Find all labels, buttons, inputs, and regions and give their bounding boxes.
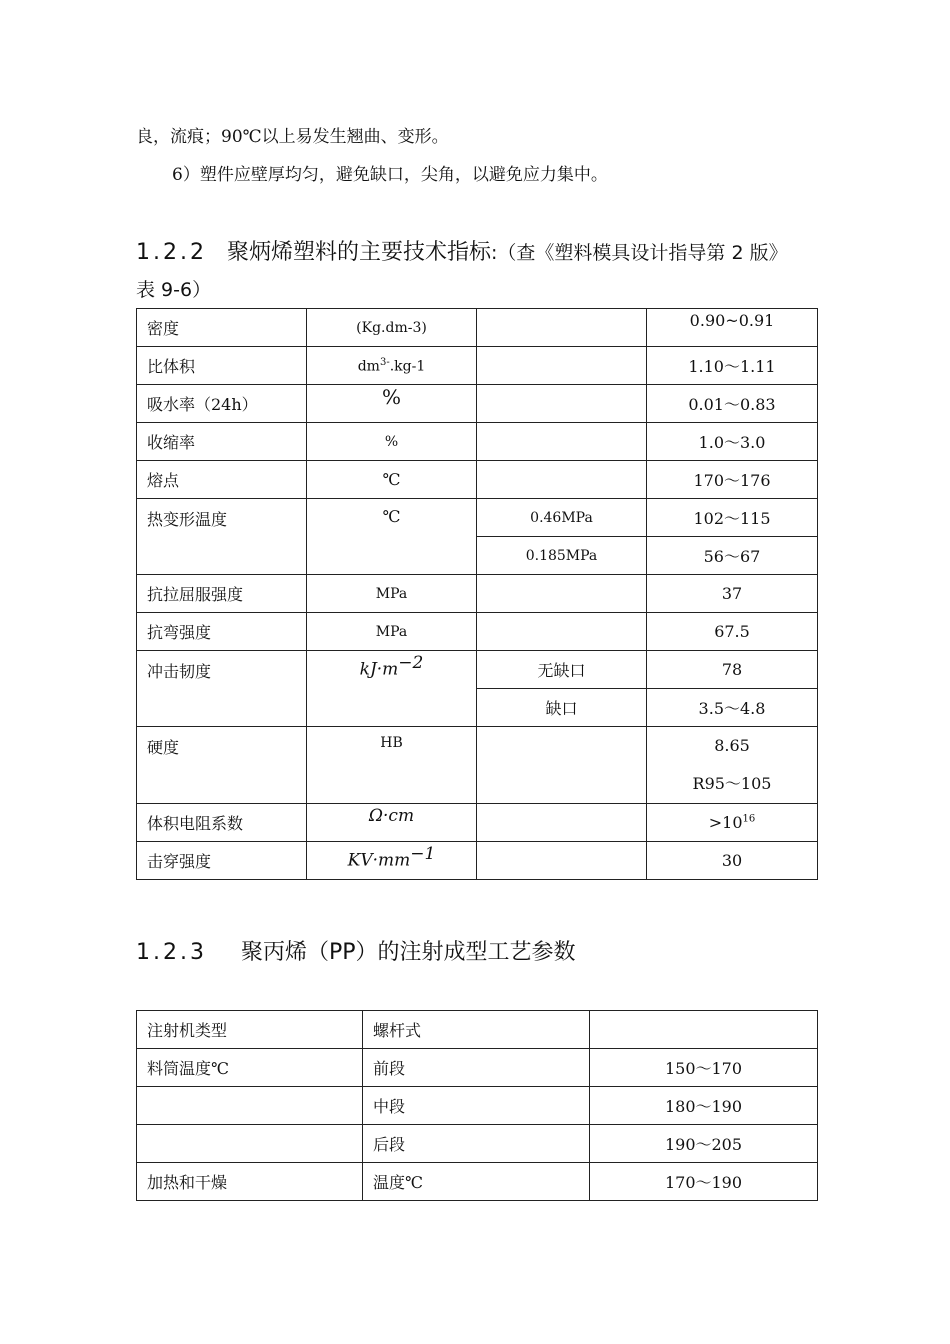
unit-cell: % <box>307 385 477 423</box>
sub-param-cell: 后段 <box>363 1125 590 1163</box>
table-row <box>137 1087 818 1125</box>
property-cell: 抗拉屈服强度 <box>137 575 307 613</box>
table-row <box>137 385 818 423</box>
sub-param-cell: 前段 <box>363 1049 590 1087</box>
condition-cell: 无缺口 <box>477 651 647 689</box>
unit-cell: MPa <box>307 575 477 613</box>
condition-cell: 0.185MPa <box>477 537 647 575</box>
value-cell: 37 <box>647 575 818 613</box>
table-row <box>137 309 818 347</box>
section-heading-1-2-3 <box>136 938 576 968</box>
unit-cell: % <box>307 423 477 461</box>
param-cell <box>137 1087 363 1125</box>
value-cell: 56～67 <box>647 537 818 575</box>
table-row <box>137 1049 818 1087</box>
property-cell: 抗弯强度 <box>137 613 307 651</box>
property-cell: 密度 <box>137 309 307 347</box>
value-cell: 170～176 <box>647 461 818 499</box>
section-reference: :（查《塑料模具设计指导第 2 版》 <box>491 242 788 264</box>
condition-cell <box>477 423 647 461</box>
section-title: 聚炳烯塑料的主要技术指标 <box>226 240 491 265</box>
value-cell: 78 <box>647 651 818 689</box>
table-row <box>137 613 818 651</box>
table-row <box>137 804 818 842</box>
unit-cell: $kJ\cdot m^{-2}$ <box>307 651 477 727</box>
value-cell: 0.90~0.91 <box>647 309 818 347</box>
table-row <box>137 842 818 880</box>
value-cell: 30 <box>647 842 818 880</box>
unit-cell: MPa <box>307 613 477 651</box>
property-cell: 比体积 <box>137 347 307 385</box>
property-cell: 收缩率 <box>137 423 307 461</box>
tech-spec-table <box>136 308 818 880</box>
section-heading-1-2-2 <box>136 238 788 268</box>
condition-cell <box>477 347 647 385</box>
condition-cell <box>477 613 647 651</box>
condition-cell <box>477 804 647 842</box>
table-row <box>137 1011 818 1049</box>
table-row <box>137 651 818 689</box>
value-cell: 1.10～1.11 <box>647 347 818 385</box>
param-cell: 注射机类型 <box>137 1011 363 1049</box>
property-cell: 熔点 <box>137 461 307 499</box>
value-cell: 0.01～0.83 <box>647 385 818 423</box>
table-row <box>137 1163 818 1201</box>
value-cell: 102～115 <box>647 499 818 537</box>
unit-cell: ℃ <box>307 461 477 499</box>
section-number: 1.2.2 <box>136 240 207 265</box>
property-cell: 击穿强度 <box>137 842 307 880</box>
paragraph-continued: 良，流痕；90℃以上易发生翘曲、变形。 <box>136 127 449 147</box>
table-row <box>137 1125 818 1163</box>
unit-cell: ℃ <box>307 499 477 575</box>
condition-cell <box>477 727 647 804</box>
param-cell: 料筒温度℃ <box>137 1049 363 1087</box>
condition-cell <box>477 385 647 423</box>
value-cell <box>590 1011 818 1049</box>
param-cell: 加热和干燥 <box>137 1163 363 1201</box>
condition-cell: 0.46MPa <box>477 499 647 537</box>
unit-cell: (Kg.dm-3) <box>307 309 477 347</box>
table-row <box>137 461 818 499</box>
table-row <box>137 499 818 537</box>
paragraph-item-6: 6）塑件应壁厚均匀，避免缺口，尖角，以避免应力集中。 <box>172 165 608 185</box>
value-cell: 190～205 <box>590 1125 818 1163</box>
unit-cell: Ω·cm <box>307 804 477 842</box>
unit-cell: $dm^{3-}.kg-1$ <box>307 347 477 385</box>
value-cell: 3.5～4.8 <box>647 689 818 727</box>
table-row <box>137 347 818 385</box>
value-cell: 67.5 <box>647 613 818 651</box>
value-cell: 170～190 <box>590 1163 818 1201</box>
property-cell: 吸水率（24h） <box>137 385 307 423</box>
sub-param-cell: 螺杆式 <box>363 1011 590 1049</box>
condition-cell <box>477 842 647 880</box>
unit-cell: HB <box>307 727 477 804</box>
condition-cell <box>477 309 647 347</box>
property-cell: 硬度 <box>137 727 307 804</box>
sub-param-cell: 中段 <box>363 1087 590 1125</box>
value-cell: 8.65 R95～105 <box>647 727 818 804</box>
section-reference-cont: 表 9-6） <box>136 279 212 301</box>
unit-cell: $KV\cdot mm^{-1}$ <box>307 842 477 880</box>
value-cell: 1.0～3.0 <box>647 423 818 461</box>
condition-cell <box>477 575 647 613</box>
table-row <box>137 575 818 613</box>
table-row <box>137 727 818 804</box>
condition-cell: 缺口 <box>477 689 647 727</box>
property-cell: 体积电阻系数 <box>137 804 307 842</box>
property-cell: 冲击韧度 <box>137 651 307 727</box>
section-number: 1.2.3 <box>136 940 207 965</box>
sub-param-cell: 温度℃ <box>363 1163 590 1201</box>
injection-params-table <box>136 1010 818 1201</box>
table-row <box>137 423 818 461</box>
value-cell: 150～170 <box>590 1049 818 1087</box>
condition-cell <box>477 461 647 499</box>
section-title: 聚丙烯（PP）的注射成型工艺参数 <box>240 940 576 965</box>
value-cell: $>10^{16}$ <box>647 804 818 842</box>
property-cell: 热变形温度 <box>137 499 307 575</box>
value-cell: 180～190 <box>590 1087 818 1125</box>
param-cell <box>137 1125 363 1163</box>
